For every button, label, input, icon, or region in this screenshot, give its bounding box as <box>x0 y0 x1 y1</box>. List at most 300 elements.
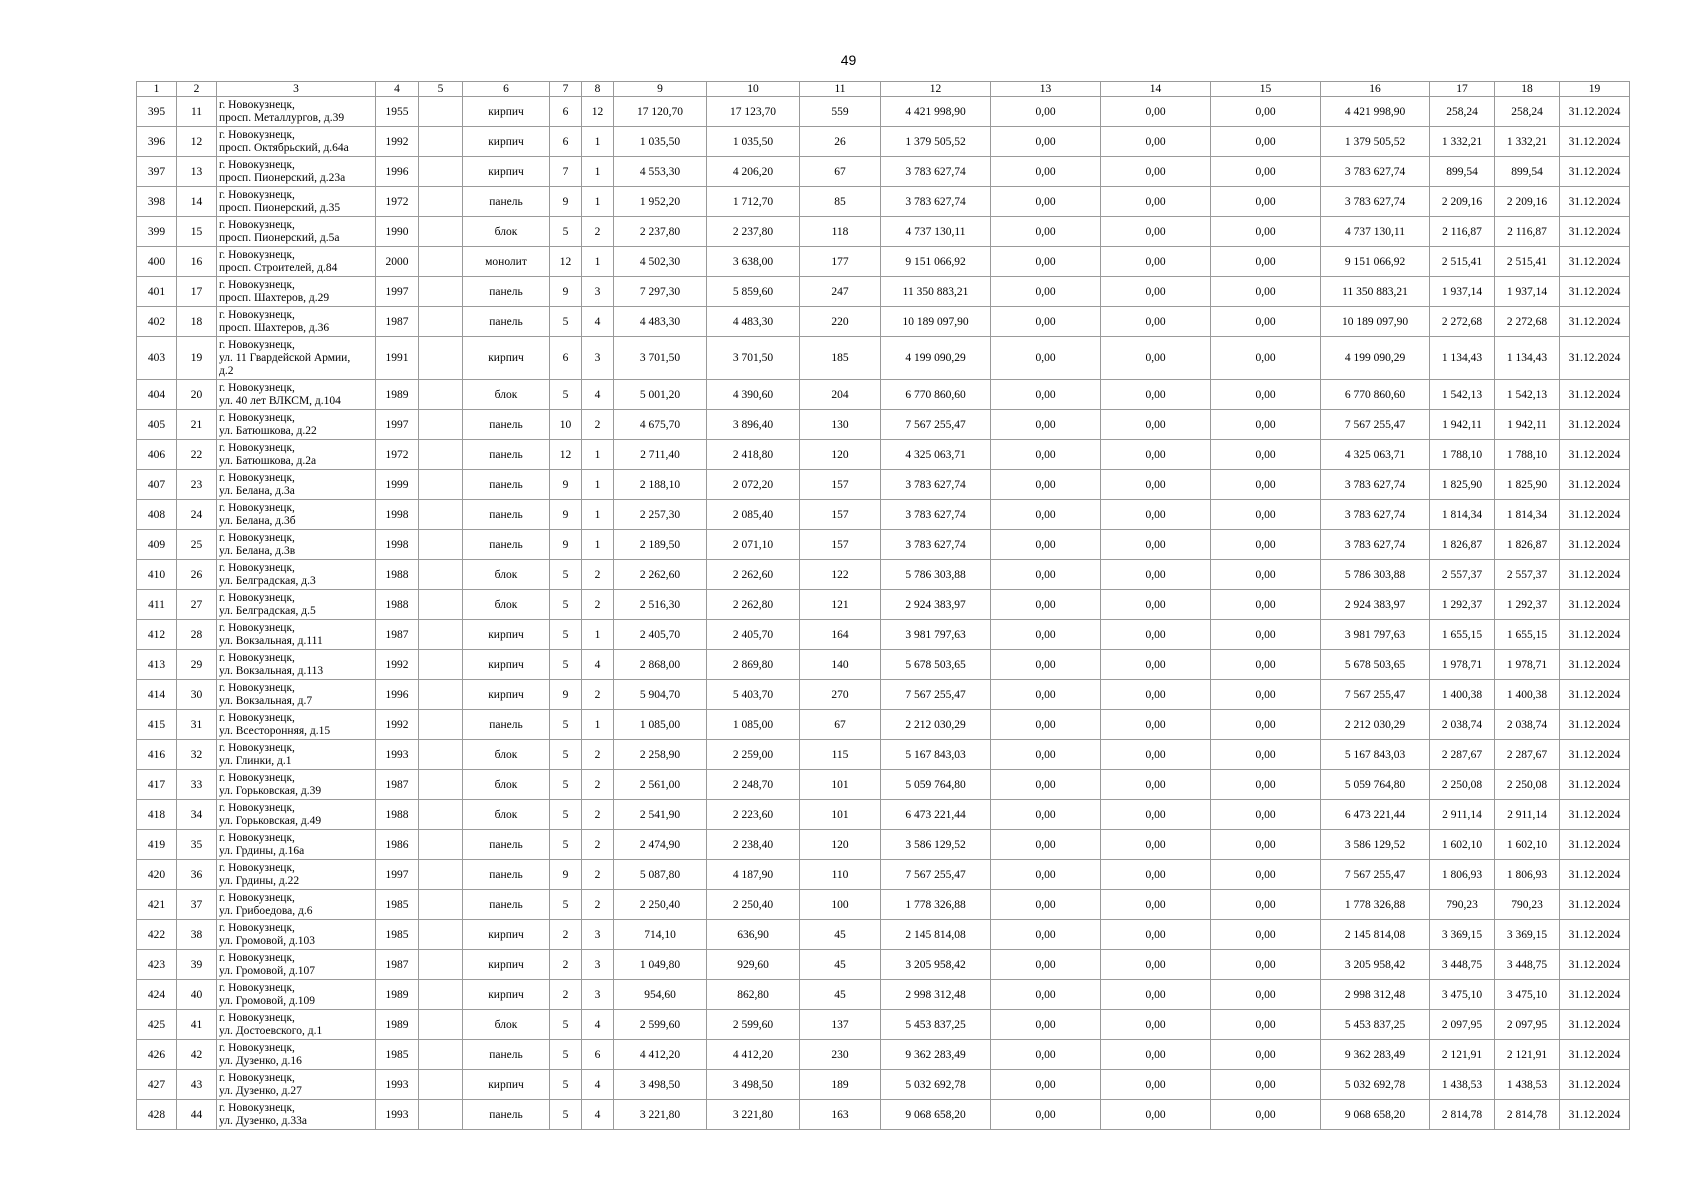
cell-c16: 3 783 627,74 <box>1321 500 1430 530</box>
address-line: ул. Вокзальная, д.113 <box>219 664 324 677</box>
table-row <box>137 187 1630 217</box>
cell-addr <box>217 980 376 1010</box>
cell-n: 409 <box>137 530 177 560</box>
table-body <box>137 97 1630 1130</box>
cell-c14: 0,00 <box>1101 500 1211 530</box>
cell-c14: 0,00 <box>1101 740 1211 770</box>
cell-mat: блок <box>463 560 550 590</box>
address-line: д.2 <box>219 364 234 377</box>
cell-c12: 6 473 221,44 <box>881 800 991 830</box>
address-line: ул. Грдины, д.22 <box>219 874 300 887</box>
cell-mat: панель <box>463 440 550 470</box>
cell-c15: 0,00 <box>1211 680 1321 710</box>
cell-mat: блок <box>463 590 550 620</box>
cell-c18: 2 116,87 <box>1495 217 1560 247</box>
cell-en: 3 <box>582 980 614 1010</box>
cell-c15: 0,00 <box>1211 217 1321 247</box>
cell-c16: 9 362 283,49 <box>1321 1040 1430 1070</box>
address-line: ул. Дузенко, д.27 <box>219 1084 302 1097</box>
cell-n: 416 <box>137 740 177 770</box>
cell-addr <box>217 440 376 470</box>
column-header: 3 <box>217 82 376 97</box>
cell-n: 403 <box>137 337 177 380</box>
cell-en: 1 <box>582 500 614 530</box>
cell-c11: 122 <box>800 560 881 590</box>
cell-mat: панель <box>463 470 550 500</box>
cell-c14: 0,00 <box>1101 980 1211 1010</box>
cell-addr <box>217 830 376 860</box>
cell-mat: кирпич <box>463 620 550 650</box>
cell-a9: 1 952,20 <box>614 187 707 217</box>
address-line: ул. Батюшкова, д.22 <box>219 424 317 437</box>
cell-mat: панель <box>463 187 550 217</box>
column-header: 8 <box>582 82 614 97</box>
cell-a10: 4 390,60 <box>707 380 800 410</box>
cell-c15: 0,00 <box>1211 1040 1321 1070</box>
cell-i: 44 <box>177 1100 217 1130</box>
cell-c18: 1 655,15 <box>1495 620 1560 650</box>
cell-year: 1972 <box>376 440 419 470</box>
cell-i: 42 <box>177 1040 217 1070</box>
cell-c18: 1 788,10 <box>1495 440 1560 470</box>
table-row <box>137 157 1630 187</box>
cell-c16: 3 783 627,74 <box>1321 187 1430 217</box>
cell-fl: 5 <box>550 380 582 410</box>
cell-c14: 0,00 <box>1101 890 1211 920</box>
cell-c12: 6 770 860,60 <box>881 380 991 410</box>
table-row <box>137 1010 1630 1040</box>
address-line: г. Новокузнецк, <box>219 621 295 634</box>
cell-c5 <box>419 1040 463 1070</box>
cell-en: 1 <box>582 710 614 740</box>
table-row <box>137 97 1630 127</box>
cell-addr <box>217 740 376 770</box>
cell-fl: 9 <box>550 680 582 710</box>
cell-c14: 0,00 <box>1101 277 1211 307</box>
address-line: г. Новокузнецк, <box>219 381 295 394</box>
cell-a9: 5 001,20 <box>614 380 707 410</box>
cell-c11: 270 <box>800 680 881 710</box>
table-row <box>137 1100 1630 1130</box>
cell-c14: 0,00 <box>1101 380 1211 410</box>
cell-mat: блок <box>463 800 550 830</box>
cell-c13: 0,00 <box>991 890 1101 920</box>
cell-c13: 0,00 <box>991 1070 1101 1100</box>
cell-c13: 0,00 <box>991 187 1101 217</box>
cell-mat: кирпич <box>463 157 550 187</box>
cell-en: 1 <box>582 187 614 217</box>
cell-c11: 220 <box>800 307 881 337</box>
cell-c12: 2 998 312,48 <box>881 980 991 1010</box>
cell-c12: 2 212 030,29 <box>881 710 991 740</box>
cell-c13: 0,00 <box>991 740 1101 770</box>
cell-c5 <box>419 1010 463 1040</box>
cell-c13: 0,00 <box>991 157 1101 187</box>
cell-c18: 2 515,41 <box>1495 247 1560 277</box>
cell-date: 31.12.2024 <box>1560 770 1630 800</box>
cell-c14: 0,00 <box>1101 800 1211 830</box>
cell-c14: 0,00 <box>1101 770 1211 800</box>
cell-c12: 9 362 283,49 <box>881 1040 991 1070</box>
cell-year: 1988 <box>376 800 419 830</box>
cell-i: 19 <box>177 337 217 380</box>
column-header: 5 <box>419 82 463 97</box>
cell-c5 <box>419 410 463 440</box>
cell-c16: 7 567 255,47 <box>1321 680 1430 710</box>
cell-fl: 6 <box>550 127 582 157</box>
cell-n: 424 <box>137 980 177 1010</box>
cell-fl: 5 <box>550 620 582 650</box>
cell-a9: 17 120,70 <box>614 97 707 127</box>
cell-addr <box>217 1040 376 1070</box>
table-row <box>137 950 1630 980</box>
cell-c12: 3 783 627,74 <box>881 500 991 530</box>
cell-c14: 0,00 <box>1101 440 1211 470</box>
cell-addr <box>217 1070 376 1100</box>
table-row <box>137 590 1630 620</box>
cell-c17: 2 287,67 <box>1430 740 1495 770</box>
cell-c17: 2 116,87 <box>1430 217 1495 247</box>
cell-addr <box>217 307 376 337</box>
cell-en: 2 <box>582 890 614 920</box>
cell-i: 34 <box>177 800 217 830</box>
cell-a9: 3 498,50 <box>614 1070 707 1100</box>
address-line: г. Новокузнецк, <box>219 218 295 231</box>
cell-c13: 0,00 <box>991 470 1101 500</box>
cell-i: 22 <box>177 440 217 470</box>
cell-c11: 130 <box>800 410 881 440</box>
cell-c13: 0,00 <box>991 127 1101 157</box>
cell-c5 <box>419 980 463 1010</box>
address-line: ул. Дузенко, д.33а <box>219 1114 307 1127</box>
cell-fl: 10 <box>550 410 582 440</box>
cell-i: 27 <box>177 590 217 620</box>
cell-c15: 0,00 <box>1211 410 1321 440</box>
table-row <box>137 740 1630 770</box>
cell-c5 <box>419 247 463 277</box>
cell-en: 12 <box>582 97 614 127</box>
cell-c16: 7 567 255,47 <box>1321 860 1430 890</box>
column-header: 7 <box>550 82 582 97</box>
cell-c14: 0,00 <box>1101 127 1211 157</box>
cell-year: 1998 <box>376 530 419 560</box>
cell-addr <box>217 187 376 217</box>
cell-n: 407 <box>137 470 177 500</box>
cell-addr <box>217 890 376 920</box>
address-line: г. Новокузнецк, <box>219 98 295 111</box>
column-header: 10 <box>707 82 800 97</box>
cell-i: 36 <box>177 860 217 890</box>
cell-a9: 3 701,50 <box>614 337 707 380</box>
cell-fl: 9 <box>550 530 582 560</box>
cell-addr <box>217 1010 376 1040</box>
cell-year: 1987 <box>376 307 419 337</box>
cell-date: 31.12.2024 <box>1560 157 1630 187</box>
cell-en: 4 <box>582 1070 614 1100</box>
cell-c18: 1 602,10 <box>1495 830 1560 860</box>
cell-a9: 2 262,60 <box>614 560 707 590</box>
cell-c12: 3 783 627,74 <box>881 157 991 187</box>
cell-c17: 2 121,91 <box>1430 1040 1495 1070</box>
cell-c17: 1 806,93 <box>1430 860 1495 890</box>
cell-year: 1996 <box>376 680 419 710</box>
table-row <box>137 307 1630 337</box>
cell-c5 <box>419 650 463 680</box>
cell-c12: 1 379 505,52 <box>881 127 991 157</box>
address-line: ул. Вокзальная, д.111 <box>219 634 323 647</box>
cell-a9: 2 257,30 <box>614 500 707 530</box>
cell-en: 1 <box>582 620 614 650</box>
cell-c12: 4 421 998,90 <box>881 97 991 127</box>
cell-c13: 0,00 <box>991 560 1101 590</box>
cell-c16: 3 205 958,42 <box>1321 950 1430 980</box>
address-line: г. Новокузнецк, <box>219 741 295 754</box>
cell-c16: 5 453 837,25 <box>1321 1010 1430 1040</box>
cell-c15: 0,00 <box>1211 590 1321 620</box>
cell-a10: 17 123,70 <box>707 97 800 127</box>
table-row <box>137 770 1630 800</box>
cell-date: 31.12.2024 <box>1560 380 1630 410</box>
cell-mat: панель <box>463 860 550 890</box>
cell-c18: 3 448,75 <box>1495 950 1560 980</box>
cell-a9: 5 904,70 <box>614 680 707 710</box>
cell-c12: 9 151 066,92 <box>881 247 991 277</box>
cell-date: 31.12.2024 <box>1560 800 1630 830</box>
cell-n: 420 <box>137 860 177 890</box>
address-line: просп. Пионерский, д.23а <box>219 171 346 184</box>
cell-c5 <box>419 187 463 217</box>
cell-c13: 0,00 <box>991 1010 1101 1040</box>
cell-c13: 0,00 <box>991 860 1101 890</box>
cell-mat: панель <box>463 500 550 530</box>
cell-a10: 2 418,80 <box>707 440 800 470</box>
cell-i: 40 <box>177 980 217 1010</box>
address-line: г. Новокузнецк, <box>219 1011 295 1024</box>
cell-c14: 0,00 <box>1101 157 1211 187</box>
cell-year: 1985 <box>376 920 419 950</box>
cell-date: 31.12.2024 <box>1560 410 1630 440</box>
cell-i: 18 <box>177 307 217 337</box>
cell-c12: 10 189 097,90 <box>881 307 991 337</box>
cell-n: 423 <box>137 950 177 980</box>
address-line: ул. Белградская, д.5 <box>219 604 316 617</box>
cell-c15: 0,00 <box>1211 620 1321 650</box>
cell-c16: 11 350 883,21 <box>1321 277 1430 307</box>
cell-addr <box>217 337 376 380</box>
table-row <box>137 890 1630 920</box>
cell-c15: 0,00 <box>1211 187 1321 217</box>
cell-c18: 2 121,91 <box>1495 1040 1560 1070</box>
address-line: г. Новокузнецк, <box>219 1041 295 1054</box>
cell-c14: 0,00 <box>1101 560 1211 590</box>
cell-year: 1985 <box>376 1040 419 1070</box>
cell-c5 <box>419 890 463 920</box>
cell-n: 396 <box>137 127 177 157</box>
address-line: ул. Громовой, д.107 <box>219 964 315 977</box>
cell-c15: 0,00 <box>1211 157 1321 187</box>
cell-c18: 1 978,71 <box>1495 650 1560 680</box>
address-line: ул. Грибоедова, д.6 <box>219 904 313 917</box>
cell-c17: 2 515,41 <box>1430 247 1495 277</box>
cell-c12: 5 786 303,88 <box>881 560 991 590</box>
cell-c16: 3 783 627,74 <box>1321 157 1430 187</box>
cell-addr <box>217 380 376 410</box>
cell-a10: 4 412,20 <box>707 1040 800 1070</box>
cell-year: 1987 <box>376 620 419 650</box>
cell-c18: 2 814,78 <box>1495 1100 1560 1130</box>
cell-mat: блок <box>463 1010 550 1040</box>
cell-i: 29 <box>177 650 217 680</box>
cell-c5 <box>419 590 463 620</box>
cell-date: 31.12.2024 <box>1560 740 1630 770</box>
cell-c17: 1 134,43 <box>1430 337 1495 380</box>
cell-date: 31.12.2024 <box>1560 980 1630 1010</box>
cell-c11: 137 <box>800 1010 881 1040</box>
address-line: г. Новокузнецк, <box>219 711 295 724</box>
cell-a9: 2 561,00 <box>614 770 707 800</box>
cell-date: 31.12.2024 <box>1560 500 1630 530</box>
cell-fl: 5 <box>550 560 582 590</box>
cell-addr <box>217 410 376 440</box>
cell-date: 31.12.2024 <box>1560 680 1630 710</box>
cell-date: 31.12.2024 <box>1560 620 1630 650</box>
address-line: ул. Дузенко, д.16 <box>219 1054 302 1067</box>
address-line: ул. Батюшкова, д.2а <box>219 454 317 467</box>
cell-c17: 3 475,10 <box>1430 980 1495 1010</box>
cell-c16: 1 379 505,52 <box>1321 127 1430 157</box>
cell-date: 31.12.2024 <box>1560 890 1630 920</box>
cell-a10: 2 262,80 <box>707 590 800 620</box>
cell-c18: 2 557,37 <box>1495 560 1560 590</box>
table-row <box>137 800 1630 830</box>
cell-year: 1999 <box>376 470 419 500</box>
cell-c13: 0,00 <box>991 217 1101 247</box>
cell-c12: 7 567 255,47 <box>881 860 991 890</box>
cell-c11: 157 <box>800 500 881 530</box>
cell-fl: 2 <box>550 950 582 980</box>
cell-c11: 26 <box>800 127 881 157</box>
cell-n: 404 <box>137 380 177 410</box>
cell-n: 414 <box>137 680 177 710</box>
cell-c14: 0,00 <box>1101 530 1211 560</box>
cell-c14: 0,00 <box>1101 247 1211 277</box>
cell-c15: 0,00 <box>1211 307 1321 337</box>
cell-c5 <box>419 97 463 127</box>
address-line: ул. Белана, д.3б <box>219 514 296 527</box>
cell-c5 <box>419 277 463 307</box>
cell-en: 6 <box>582 1040 614 1070</box>
cell-year: 1987 <box>376 950 419 980</box>
cell-mat: панель <box>463 710 550 740</box>
cell-year: 2000 <box>376 247 419 277</box>
cell-c15: 0,00 <box>1211 247 1321 277</box>
cell-c13: 0,00 <box>991 1100 1101 1130</box>
cell-a10: 3 701,50 <box>707 337 800 380</box>
address-line: ул. Горьковская, д.49 <box>219 814 322 827</box>
cell-c13: 0,00 <box>991 590 1101 620</box>
address-line: ул. Громовой, д.109 <box>219 994 315 1007</box>
cell-a10: 1 712,70 <box>707 187 800 217</box>
cell-year: 1972 <box>376 187 419 217</box>
cell-en: 1 <box>582 247 614 277</box>
cell-fl: 9 <box>550 187 582 217</box>
cell-a10: 1 035,50 <box>707 127 800 157</box>
cell-c16: 3 981 797,63 <box>1321 620 1430 650</box>
cell-mat: кирпич <box>463 97 550 127</box>
cell-c12: 5 059 764,80 <box>881 770 991 800</box>
cell-c5 <box>419 950 463 980</box>
cell-n: 406 <box>137 440 177 470</box>
cell-date: 31.12.2024 <box>1560 307 1630 337</box>
cell-fl: 5 <box>550 650 582 680</box>
cell-c17: 2 250,08 <box>1430 770 1495 800</box>
cell-en: 3 <box>582 337 614 380</box>
cell-c13: 0,00 <box>991 97 1101 127</box>
cell-en: 2 <box>582 217 614 247</box>
address-line: ул. Вокзальная, д.7 <box>219 694 313 707</box>
cell-c17: 3 448,75 <box>1430 950 1495 980</box>
cell-date: 31.12.2024 <box>1560 590 1630 620</box>
cell-a10: 4 206,20 <box>707 157 800 187</box>
cell-fl: 2 <box>550 920 582 950</box>
cell-a10: 5 859,60 <box>707 277 800 307</box>
cell-c11: 121 <box>800 590 881 620</box>
cell-c18: 2 038,74 <box>1495 710 1560 740</box>
cell-addr <box>217 217 376 247</box>
cell-en: 2 <box>582 680 614 710</box>
cell-mat: панель <box>463 890 550 920</box>
cell-en: 2 <box>582 560 614 590</box>
cell-n: 427 <box>137 1070 177 1100</box>
cell-c18: 1 292,37 <box>1495 590 1560 620</box>
cell-c12: 5 167 843,03 <box>881 740 991 770</box>
address-line: г. Новокузнецк, <box>219 411 295 424</box>
column-header: 15 <box>1211 82 1321 97</box>
cell-addr <box>217 620 376 650</box>
address-line: г. Новокузнецк, <box>219 591 295 604</box>
address-line: г. Новокузнецк, <box>219 1071 295 1084</box>
cell-c18: 3 475,10 <box>1495 980 1560 1010</box>
cell-c5 <box>419 500 463 530</box>
cell-c15: 0,00 <box>1211 380 1321 410</box>
cell-c18: 2 097,95 <box>1495 1010 1560 1040</box>
column-header: 14 <box>1101 82 1211 97</box>
cell-i: 31 <box>177 710 217 740</box>
cell-c18: 1 937,14 <box>1495 277 1560 307</box>
cell-year: 1987 <box>376 770 419 800</box>
cell-mat: монолит <box>463 247 550 277</box>
cell-c15: 0,00 <box>1211 740 1321 770</box>
address-line: ул. Белана, д.3а <box>219 484 295 497</box>
cell-c15: 0,00 <box>1211 97 1321 127</box>
cell-c5 <box>419 620 463 650</box>
cell-c14: 0,00 <box>1101 590 1211 620</box>
cell-a10: 2 237,80 <box>707 217 800 247</box>
cell-c5 <box>419 157 463 187</box>
cell-c17: 1 655,15 <box>1430 620 1495 650</box>
cell-mat: панель <box>463 307 550 337</box>
cell-a10: 4 187,90 <box>707 860 800 890</box>
cell-date: 31.12.2024 <box>1560 560 1630 590</box>
cell-a10: 5 403,70 <box>707 680 800 710</box>
cell-year: 1993 <box>376 740 419 770</box>
cell-date: 31.12.2024 <box>1560 470 1630 500</box>
cell-c12: 7 567 255,47 <box>881 680 991 710</box>
cell-addr <box>217 127 376 157</box>
cell-c15: 0,00 <box>1211 530 1321 560</box>
cell-c11: 120 <box>800 830 881 860</box>
table-row <box>137 127 1630 157</box>
